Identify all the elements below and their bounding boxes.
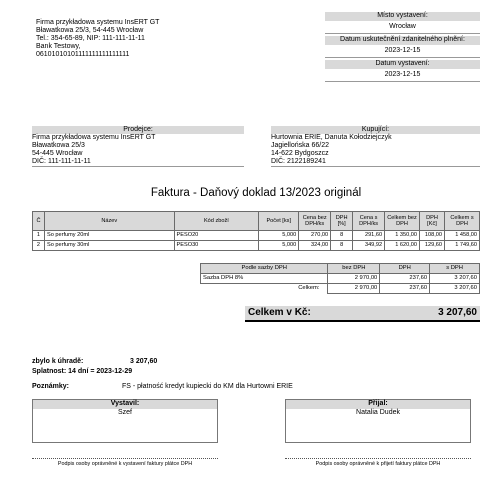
cell-unit-gross: 291,60 bbox=[353, 231, 385, 241]
cell-name: So perfumy 30ml bbox=[44, 241, 174, 251]
buyer-city: 14-622 Bydgoszcz bbox=[271, 150, 329, 157]
cell-qty: 5,000 bbox=[259, 231, 299, 241]
vat-header-row bbox=[201, 264, 480, 274]
supply-date-label: Datum uskutečnění zdanitelného plnění: bbox=[325, 36, 480, 45]
cell-vat-rate: 8 bbox=[331, 241, 353, 251]
cell-no: 1 bbox=[33, 231, 45, 241]
vat-total-vat: 237,60 bbox=[380, 284, 430, 294]
received-signature-caption: Podpis osoby oprávněné k přijetí faktury plátce DPH bbox=[315, 461, 441, 467]
seller-block bbox=[32, 126, 244, 167]
seller-label: Prodejce: bbox=[32, 126, 244, 134]
cell-qty: 5,000 bbox=[259, 241, 299, 251]
cell-vat-amount: 129,60 bbox=[420, 241, 445, 251]
cell-total-net: 1 350,00 bbox=[385, 231, 420, 241]
issue-date-label: Datum vystavení: bbox=[325, 60, 480, 69]
cell-total-gross: 1 749,60 bbox=[444, 241, 479, 251]
col-header-unit-gross: Cena s DPH/ks bbox=[353, 212, 385, 231]
cell-name: So perfumy 20ml bbox=[44, 231, 174, 241]
cell-total-gross: 1 458,00 bbox=[444, 231, 479, 241]
vat-row-rate: Sazba DPH 8% bbox=[201, 274, 328, 284]
vat-row-gross: 3 207,60 bbox=[430, 274, 480, 284]
grand-total-label: Celkem v Kč: bbox=[248, 307, 311, 318]
seller-name: Firma przykładowa systemu InsERT GT bbox=[32, 134, 156, 141]
seller-top-block bbox=[36, 19, 236, 59]
notes-text: FS - płatność kredyt kupiecki do KM dla Hurtowni ERIE bbox=[122, 383, 293, 390]
vat-header-net: bez DPH bbox=[328, 264, 380, 274]
cell-unit-net: 270,00 bbox=[299, 231, 331, 241]
payment-due: Splatnost: 14 dní = 2023-12-29 bbox=[32, 368, 133, 375]
vat-header-gross: s DPH bbox=[430, 264, 480, 274]
col-header-total-gross: Celkem s DPH bbox=[444, 212, 479, 231]
payment-remaining bbox=[32, 358, 157, 366]
col-header-no: Č bbox=[33, 212, 45, 231]
vat-header-vat: DPH bbox=[380, 264, 430, 274]
received-signature-line bbox=[285, 458, 471, 459]
vat-header-rate: Podle sazby DPH bbox=[201, 264, 328, 274]
seller-street: Bławatkowa 25/3 bbox=[32, 142, 85, 149]
issued-signature-caption: Podpis osoby oprávněné k vystavení faktury plátce DPH bbox=[57, 461, 193, 467]
seller-top-name: Firma przykładowa systemu InsERT GT bbox=[36, 19, 160, 26]
seller-dic: DIČ: 111-111-11-11 bbox=[32, 158, 244, 167]
seller-top-account: 06101010101111111111111111 bbox=[36, 51, 130, 58]
col-header-code: Kód zboží bbox=[174, 212, 259, 231]
cell-no: 2 bbox=[33, 241, 45, 251]
buyer-street: Jagiellońska 66/22 bbox=[271, 142, 329, 149]
items-table bbox=[32, 211, 480, 251]
col-header-total-net: Celkem bez DPH bbox=[385, 212, 420, 231]
vat-total-label: Celkem: bbox=[298, 285, 320, 292]
received-by-box bbox=[285, 399, 471, 443]
col-header-name: Název bbox=[44, 212, 174, 231]
table-row bbox=[33, 231, 480, 241]
cell-vat-amount: 108,00 bbox=[420, 231, 445, 241]
col-header-vat-rate: DPH [%] bbox=[331, 212, 353, 231]
vat-total-net: 2 970,00 bbox=[328, 284, 380, 294]
received-by-label: Přijal: bbox=[286, 400, 470, 409]
received-by-name: Natalia Dudek bbox=[356, 409, 400, 416]
items-header-row bbox=[33, 212, 480, 231]
issue-place-label: Místo vystavení: bbox=[325, 12, 480, 21]
vat-total-gross: 3 207,60 bbox=[430, 284, 480, 294]
cell-code: PESO20 bbox=[174, 231, 259, 241]
col-header-qty: Počet [ks] bbox=[259, 212, 299, 231]
issued-by-label: Vystavil: bbox=[33, 400, 217, 409]
seller-top-street: Bławatkowa 25/3, 54-445 Wrocław bbox=[36, 27, 144, 34]
remaining-label: zbylo k úhradě: bbox=[32, 358, 84, 365]
seller-city: 54-445 Wrocław bbox=[32, 150, 83, 157]
cell-unit-gross: 349,92 bbox=[353, 241, 385, 251]
col-header-unit-net: Cena bez DPH/ks bbox=[299, 212, 331, 231]
issued-by-box bbox=[32, 399, 218, 443]
seller-top-contact: Tel.: 354-65-89, NIP: 111-111-11-11 bbox=[36, 35, 145, 42]
vat-summary-table bbox=[200, 263, 480, 294]
notes-row bbox=[32, 383, 480, 391]
remaining-value: 3 207,60 bbox=[130, 358, 158, 365]
supply-date-value: 2023-12-15 bbox=[325, 45, 480, 58]
buyer-block bbox=[271, 126, 480, 167]
col-header-vat-amount: DPH [Kč] bbox=[420, 212, 445, 231]
buyer-label: Kupující: bbox=[271, 126, 480, 134]
grand-total-box bbox=[245, 306, 480, 322]
table-row bbox=[33, 241, 480, 251]
table-row bbox=[201, 274, 480, 284]
vat-row-net: 2 970,00 bbox=[328, 274, 380, 284]
grand-total-value: 3 207,60 bbox=[438, 307, 477, 318]
issue-info-block bbox=[325, 12, 480, 82]
issued-signature-line bbox=[32, 458, 218, 459]
cell-vat-rate: 8 bbox=[331, 231, 353, 241]
vat-row-vat: 237,60 bbox=[380, 274, 430, 284]
issued-by-name: Szef bbox=[117, 409, 132, 416]
invoice-title: Faktura - Daňový doklad 13/2023 originál bbox=[150, 187, 362, 199]
cell-code: PESO30 bbox=[174, 241, 259, 251]
issue-place-value: Wrocław bbox=[325, 21, 480, 34]
cell-total-net: 1 620,00 bbox=[385, 241, 420, 251]
vat-total-row bbox=[201, 284, 480, 294]
cell-unit-net: 324,00 bbox=[299, 241, 331, 251]
buyer-dic: DIČ: 2122189241 bbox=[271, 158, 480, 167]
buyer-name: Hurtownia ERIE, Danuta Kołodziejczyk bbox=[271, 134, 392, 141]
notes-label: Poznámky: bbox=[32, 383, 69, 390]
seller-top-bank: Bank Testowy, bbox=[36, 43, 81, 50]
issue-date-value: 2023-12-15 bbox=[325, 69, 480, 82]
